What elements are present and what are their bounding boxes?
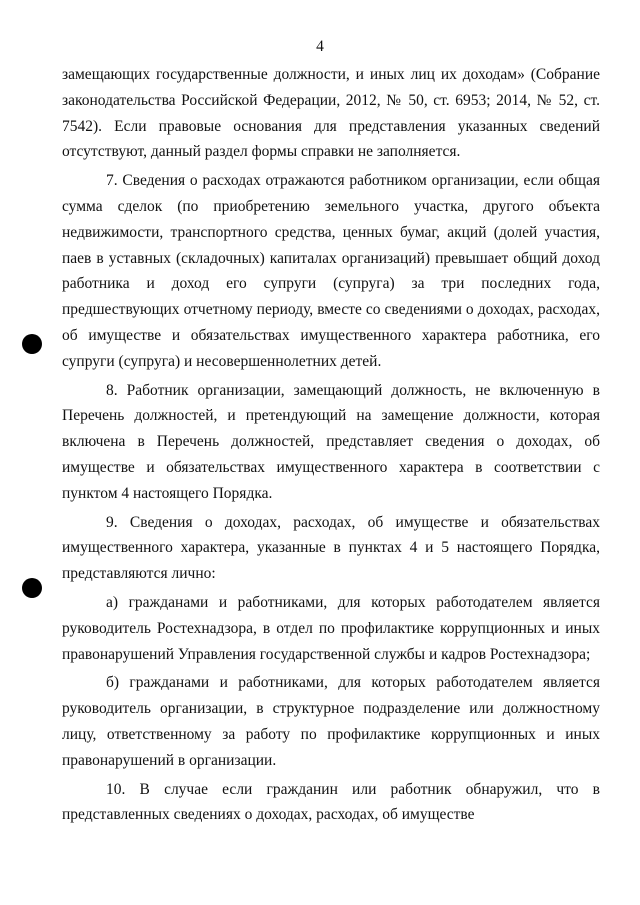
paragraph-9b: б) гражданами и работниками, для которых работодателем является руководитель организации, в структурное подразделение или должностному лицу, ответственному за работу по профилактике коррупционных и иных правонарушений в организации. — [62, 674, 600, 769]
paragraph-10: 10. В случае если гражданин или работник обнаружил, что в представленных сведениях о доходах, расходах, об имуществе — [62, 780, 600, 824]
paragraph-8: 8. Работник организации, замещающий должность, не включенную в Перечень должностей, и претендующий на замещение должности, которая включена в Перечень должностей, представляет сведения о доходах, об имуществе и обязательствах имущественного характера в соответствии с пунктом 4 настоящего Порядка. — [62, 381, 600, 502]
punch-hole-mark — [22, 578, 42, 598]
paragraph-9a: а) гражданами и работниками, для которых работодателем является руководитель Ростехнадзора, в отдел по профилактике коррупционных и иных правонарушений Управления государственной службы и кадров Ростехнадзора; — [62, 593, 600, 663]
paragraph-7: 7. Сведения о расходах отражаются работником организации, если общая сумма сделок (по приобретению земельного участка, другого объекта недвижимости, транспортного средства, ценных бумаг, акций (долей участия, паев в уставных (складочных) капиталах организаций) превышает общий доход работника и доход его супруги (супруга) за три последних года, предшествующих отчетному периоду, вместе со сведениями о доходах, расходах, об имуществе и обязательствах имущественного характера работника, его супруги (супруга) и несовершеннолетних детей. — [62, 172, 600, 370]
page-number: 4 — [316, 38, 324, 55]
paragraph-continuation: замещающих государственные должности, и иных лиц их доходам» (Собрание законодательства Российской Федерации, 2012, № 50, ст. 6953; 2014, № 52, ст. 7542). Если правовые основания для представления указанных сведений отсутствуют, данный раздел формы справки не заполняется. — [62, 66, 600, 161]
punch-hole-mark — [22, 334, 42, 354]
paragraph-9: 9. Сведения о доходах, расходах, об имуществе и обязательствах имущественного характера, указанные в пунктах 4 и 5 настоящего Порядка, представляются лично: — [62, 513, 600, 583]
document-body — [62, 62, 600, 828]
